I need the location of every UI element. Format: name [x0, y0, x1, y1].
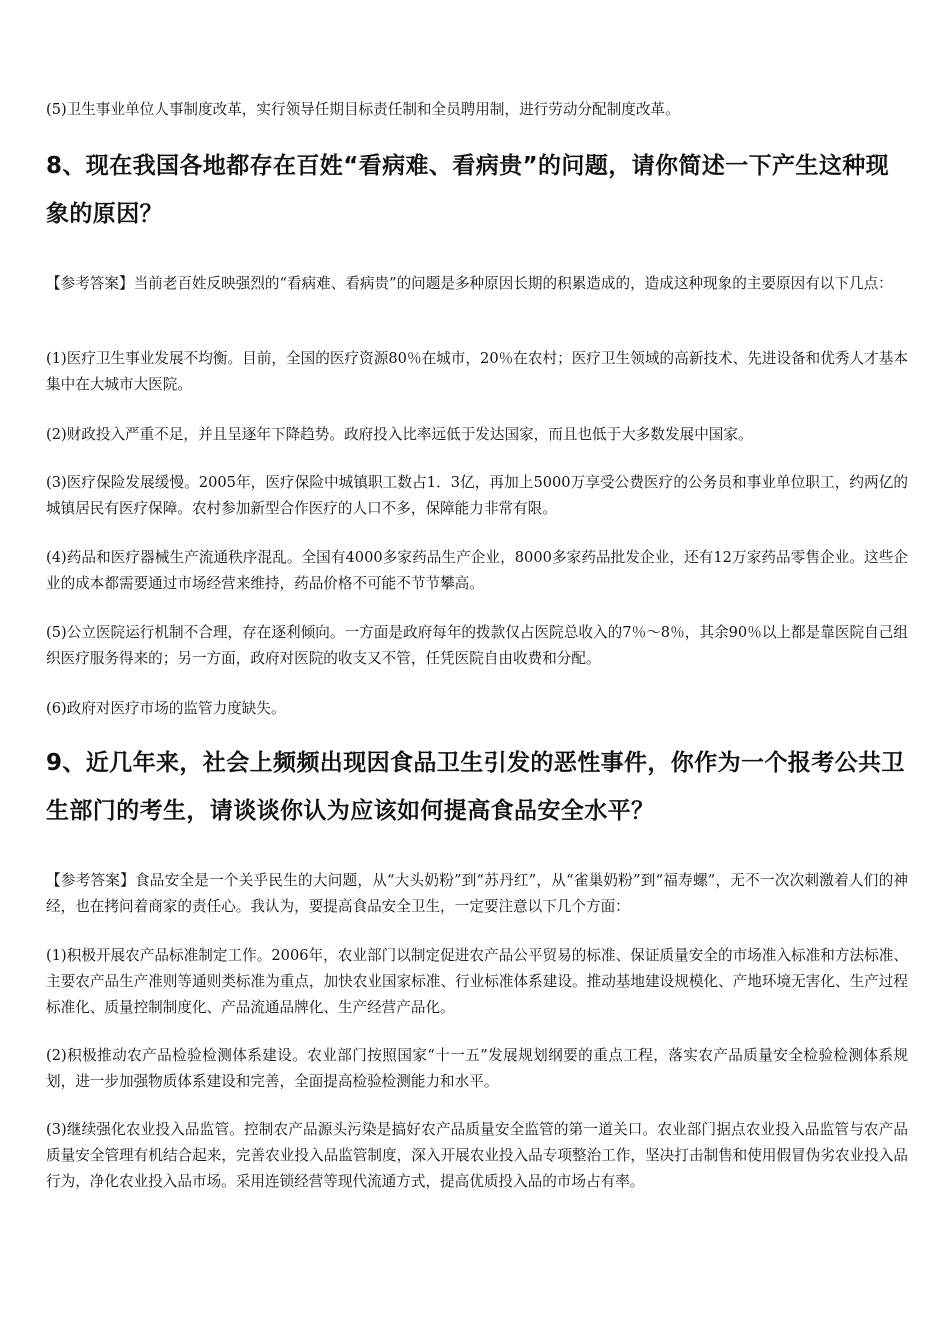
answer-8-point-5: (5)公立医院运行机制不合理，存在逐利倾向。一方面是政府每年的拨款仅占医院总收入的7％～8％，其余90％以上都是靠医院自己组织医疗服务得来的；另一方面，政府对医院的收支又不管，任凭医院自由收费和分配。: [46, 624, 908, 667]
question-9-heading: 9、近几年来，社会上频频出现因食品卫生引发的恶性事件，你作为一个报考公共卫生部门的考生，请谈谈你认为应该如何提高食品安全水平？: [46, 750, 905, 824]
question-8-heading: 8、现在我国各地都存在百姓“看病难、看病贵”的问题，请你简述一下产生这种现象的原因？: [46, 153, 890, 227]
answer-9-point-2: (2)积极推动农产品检验检测体系建设。农业部门按照国家“十一五”发展规划纲要的重点工程，落实农产品质量安全检验检测体系规划，进一步加强物质体系建设和完善，全面提高检验检测能力和水平。: [46, 1047, 908, 1090]
answer-8-point-3: (3)医疗保险发展缓慢。2005年，医疗保险中城镇职工数占1．3亿，再加上5000万享受公费医疗的公务员和事业单位职工，约两亿的城镇居民有医疗保障。农村参加新型合作医疗的人口不多，保障能力非常有限。: [46, 474, 908, 517]
answer-9-intro: 【参考答案】食品安全是一个关乎民生的大问题，从“大头奶粉”到“苏丹红”，从“雀巢奶粉”到“福寿螺”，无不一次次刺激着人们的神经，也在拷问着商家的责任心。我认为，要提高食品安全卫生，一定要注意以下几个方面：: [46, 872, 908, 915]
answer-8-point-4: (4)药品和医疗器械生产流通秩序混乱。全国有4000多家药品生产企业，8000多家药品批发企业，还有12万家药品零售企业。这些企业的成本都需要通过市场经营来维持，药品价格不可能不节节攀高。: [46, 549, 908, 592]
answer-9-point-1: (1)积极开展农产品标准制定工作。2006年，农业部门以制定促进农产品公平贸易的标准、保证质量安全的市场准入标准和方法标准、主要农产品生产准则等通则类标准为重点，加快农业国家标准、行业标准体系建设。推动基地建设规模化、产地环境无害化、生产过程标准化、质量控制制度化、产品流通品牌化、生产经营产品化。: [46, 947, 908, 1016]
answer-9-point-3: (3)继续强化农业投入品监管。控制农产品源头污染是搞好农产品质量安全监管的第一道关口。农业部门据点农业投入品监管与农产品质量安全管理有机结合起来，完善农业投入品监管制度，深入开展农业投入品专项整治工作，坚决打击制售和使用假冒伪劣农业投入品行为，净化农业投入品市场。采用连锁经营等现代流通方式，提高优质投入品的市场占有率。: [46, 1121, 908, 1190]
paragraph-top: (5)卫生事业单位人事制度改革，实行领导任期目标责任制和全员聘用制，进行劳动分配制度改革。: [46, 101, 680, 118]
answer-8-point-2: (2)财政投入严重不足，并且呈逐年下降趋势。政府投入比率远低于发达国家，而且也低于大多数发展中国家。: [46, 426, 753, 443]
answer-8-point-6: (6)政府对医疗市场的监管力度缺失。: [46, 700, 286, 717]
answer-8-intro: 【参考答案】当前老百姓反映强烈的“看病难、看病贵”的问题是多种原因长期的积累造成的，造成这种现象的主要原因有以下几点：: [46, 275, 893, 292]
answer-8-point-1: (1)医疗卫生事业发展不均衡。目前，全国的医疗资源80％在城市，20％在农村；医疗卫生领域的高新技术、先进设备和优秀人才基本集中在大城市大医院。: [46, 350, 908, 393]
